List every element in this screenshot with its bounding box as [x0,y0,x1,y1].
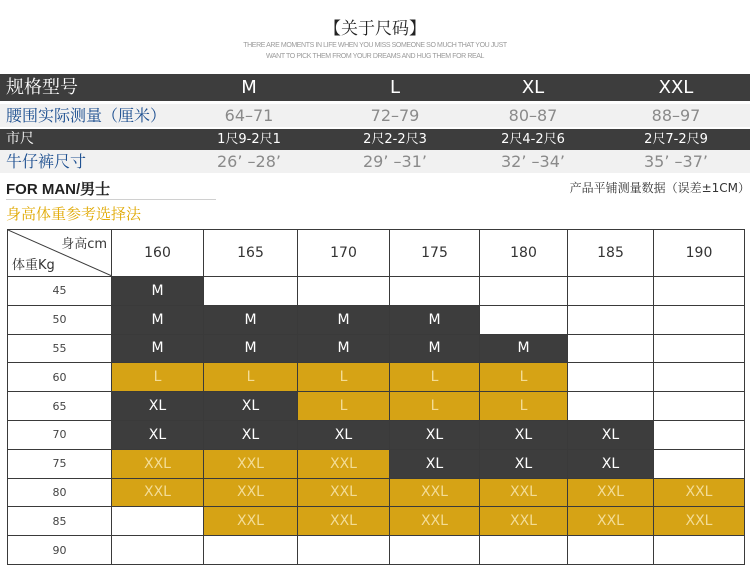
weight-label-cell: 45 [8,277,112,306]
weight-label-cell: 90 [8,536,112,565]
grid-row [8,478,745,507]
size-cell: XXL [298,507,390,536]
weight-label-cell: 65 [8,392,112,421]
size-cell: XL [112,420,204,449]
empty-cell [568,536,654,565]
empty-cell [654,363,745,392]
grid-row [8,449,745,478]
empty-cell [654,392,745,421]
size-cell: XXL [112,449,204,478]
height-header-cell: 160 [112,230,204,277]
height-header-cell: 190 [654,230,745,277]
weight-label-cell: 70 [8,420,112,449]
weight-label-cell: 80 [8,478,112,507]
spec-row [0,150,750,173]
size-cell: XL [390,449,480,478]
empty-cell [654,449,745,478]
grid-row [8,507,745,536]
weight-label-cell: 75 [8,449,112,478]
size-cell: XL [112,392,204,421]
empty-cell [204,277,298,306]
method-heading: 身高体重参考选择法 [6,205,142,223]
size-cell: L [390,392,480,421]
subtitle-line-2: WANT TO PICK THEM FROM YOUR DREAMS AND HUG THEM FOR REAL [265,53,485,60]
size-cell: M [480,334,568,363]
spec-cell: L [389,77,401,98]
size-cell: M [112,305,204,334]
grid-row [8,305,745,334]
grid-row [8,392,745,421]
size-cell: XL [480,420,568,449]
subtitle-line-1: THERE ARE MOMENTS IN LIFE WHEN YOU MISS SOMEONE SO MUCH THAT YOU JUST [243,42,507,49]
size-cell: M [390,305,480,334]
size-cell: XL [568,420,654,449]
empty-cell [568,305,654,334]
size-cell: M [112,334,204,363]
empty-cell [654,420,745,449]
spec-row [0,74,750,101]
grid-row [8,277,745,306]
spec-cell: 35’ –37’ [644,152,708,171]
for-man-heading: FOR MAN/男士 [6,181,111,198]
spec-cell: 32’ –34’ [501,152,565,171]
height-header-cell: 175 [390,230,480,277]
spec-cell: 88–97 [651,106,701,125]
spec-cell: 80–87 [508,106,558,125]
size-cell: XXL [568,478,654,507]
spec-row-label: 市尺 [6,131,34,147]
size-cell: XXL [390,507,480,536]
height-header-cell: 165 [204,230,298,277]
size-cell: XL [390,420,480,449]
empty-cell [298,536,390,565]
size-cell: XXL [204,449,298,478]
spec-cell: 1尺9-2尺1 [217,132,281,147]
height-header-cell: 180 [480,230,568,277]
spec-row-label: 规格型号 [6,77,78,98]
height-header-cell: 185 [568,230,654,277]
size-cell: L [298,392,390,421]
spec-cell: 29’ –31’ [363,152,427,171]
size-cell: XXL [654,507,745,536]
weight-label-cell: 55 [8,334,112,363]
size-cell: XL [204,392,298,421]
measurement-note: 产品平铺测量数据（误差±1CM） [569,181,750,195]
divider [6,199,216,200]
size-cell: XXL [204,507,298,536]
empty-cell [568,363,654,392]
empty-cell [654,305,745,334]
size-cell: XL [480,449,568,478]
grid-row [8,420,745,449]
grid-row [8,334,745,363]
empty-cell [480,277,568,306]
size-cell: L [112,363,204,392]
size-cell: XXL [390,478,480,507]
size-cell: M [390,334,480,363]
weight-label-cell: 85 [8,507,112,536]
empty-cell [654,536,745,565]
empty-cell [568,392,654,421]
page-title: 【关于尺码】 [324,19,426,39]
empty-cell [112,507,204,536]
size-cell: XXL [480,478,568,507]
spec-cell: 72–79 [370,106,420,125]
size-cell: M [298,305,390,334]
spec-cell: M [241,77,257,98]
size-cell: L [298,363,390,392]
spec-row-label: 腰围实际测量（厘米） [6,106,167,125]
spec-cell: 64–71 [224,106,274,125]
spec-cell: XXL [658,77,694,98]
spec-cell: XL [521,77,545,98]
grid-row [8,536,745,565]
size-cell: XXL [654,478,745,507]
empty-cell [568,277,654,306]
size-cell: XXL [480,507,568,536]
size-cell: XL [204,420,298,449]
size-cell: M [298,334,390,363]
height-header-cell: 170 [298,230,390,277]
empty-cell [568,334,654,363]
grid-header-row [8,230,745,277]
spec-row [0,129,750,150]
size-cell: M [204,305,298,334]
empty-cell [390,536,480,565]
grid-corner-cell [8,230,112,277]
size-cell: L [204,363,298,392]
empty-cell [298,277,390,306]
size-cell: L [390,363,480,392]
size-cell: XXL [112,478,204,507]
empty-cell [480,536,568,565]
empty-cell [480,305,568,334]
spec-row-label: 牛仔裤尺寸 [6,152,87,171]
size-cell: L [480,363,568,392]
spec-cell: 26’ –28’ [217,152,281,171]
size-cell: M [112,277,204,306]
corner-height-label: 身高cm [61,237,107,252]
weight-label-cell: 50 [8,305,112,334]
spec-cell: 2尺2-2尺3 [363,132,427,147]
empty-cell [390,277,480,306]
empty-cell [112,536,204,565]
grid-row [8,363,745,392]
empty-cell [654,334,745,363]
size-grid [7,229,745,565]
corner-weight-label: 体重Kg [12,258,55,273]
weight-label-cell: 60 [8,363,112,392]
spec-cell: 2尺7-2尺9 [644,132,708,147]
size-cell: M [204,334,298,363]
size-cell: XL [298,420,390,449]
size-cell: XL [568,449,654,478]
size-cell: L [480,392,568,421]
empty-cell [654,277,745,306]
spec-row [0,104,750,127]
size-cell: XXL [298,478,390,507]
spec-cell: 2尺4-2尺6 [501,132,565,147]
size-cell: XXL [204,478,298,507]
empty-cell [204,536,298,565]
size-cell: XXL [298,449,390,478]
size-cell: XXL [568,507,654,536]
